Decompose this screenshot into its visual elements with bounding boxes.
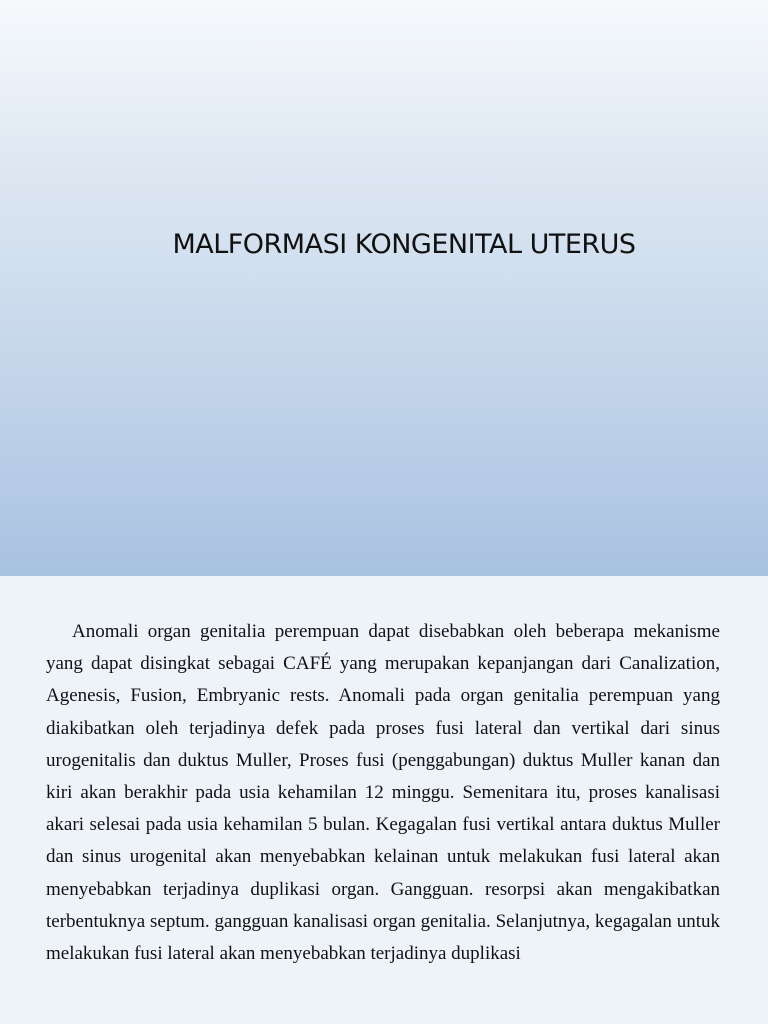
- slide-title: MALFORMASI KONGENITAL UTERUS: [172, 229, 636, 260]
- body-paragraph: [46, 616, 720, 970]
- document-page: [0, 576, 768, 1024]
- paragraph-text: Anomali organ genitalia perempuan dapat disebabkan oleh beberapa mekanisme yang dapat disingkat sebagai CAFÉ yang merupakan kepanjangan dari Canalization, Agenesis, Fusion, Embryanic rests. Anomali pada organ genitalia perempuan yang diakibatkan oleh terjadinya defek pada proses fusi lateral dan vertikal dari sinus urogenitalis dan duktus Muller, Proses fusi (penggabungan) duktus Muller kanan dan kiri akan berakhir pada usia kehamilan 12 minggu. Semenitara itu, proses kanalisasi akari selesai pada usia kehamilan 5 bulan. Kegagalan fusi vertikal antara duktus Muller dan sinus urogenital akan menyebabkan kelainan untuk melakukan fusi lateral akan menyebabkan terjadinya duplikasi organ. Gangguan. resorpsi akan mengakibatkan terbentuknya septum. gangguan kanalisasi organ genitalia. Selanjutnya, kegagalan untuk melakukan fusi lateral akan menyebabkan terjadinya duplikasi: [46, 621, 720, 965]
